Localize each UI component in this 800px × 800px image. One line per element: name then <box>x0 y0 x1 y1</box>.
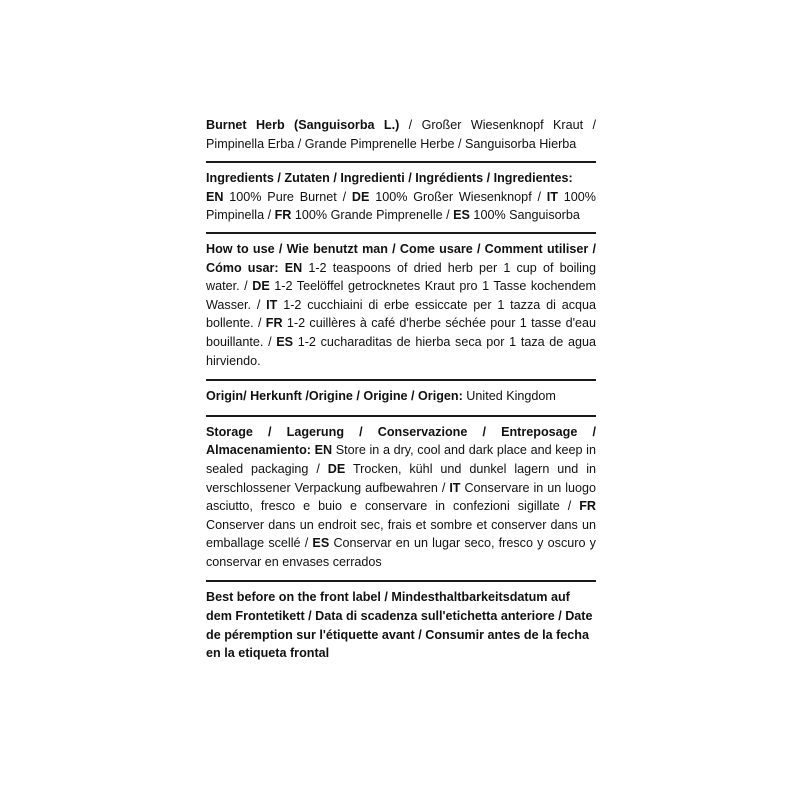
usage-heading: How to use / Wie benutzt man / Come usare / Comment utiliser / Cómo usar: <box>206 241 596 275</box>
ingredients-it: 100% Pimpinella / <box>206 189 596 223</box>
origin-section <box>206 381 596 415</box>
usage-es: 1-2 cucharaditas de hierba seca por 1 taza de agua hirviendo. <box>206 334 596 368</box>
product-title-section <box>206 116 596 161</box>
ingredients-de: 100% Großer Wiesenknopf / <box>369 189 547 204</box>
usage-de: 1-2 Teelöffel getrocknetes Kraut pro 1 Tasse kochendem Wasser. / <box>206 279 596 312</box>
ingredients-heading: Ingredients / Zutaten / Ingredienti / Ingrédients / Ingredientes: <box>206 171 573 186</box>
ingredients-en: 100% Pure Burnet / <box>223 189 352 204</box>
ingredients-fr: 100% Grande Pimprenelle / <box>291 208 454 223</box>
lang-code-es: ES <box>276 334 294 349</box>
lang-code-it: IT <box>266 297 278 312</box>
lang-code-fr: FR <box>579 499 596 514</box>
lang-code-it: IT <box>449 480 461 495</box>
usage-it: 1-2 cucchiaini di erbe essiccate per 1 tazza di acqua bollente. / <box>206 297 597 331</box>
storage-de: Trocken, kühl und dunkel lagern und in verschlossener Verpackung aufbewahren / <box>206 461 596 495</box>
lang-code-en: EN <box>278 260 303 275</box>
usage-section <box>206 234 596 379</box>
product-name-translations: / Großer Wiesenknopf Kraut / Pimpinella Erba / Grande Pimprenelle Herbe / Sanguisorba Hierba <box>206 118 597 151</box>
usage-fr: 1-2 cuillères à café d'herbe séchée pour 1 tasse d'eau bouillante. / <box>206 316 596 349</box>
storage-es: Conservar en un lugar seco, fresco y oscuro y conservar en envases cerrados <box>206 536 596 569</box>
origin-value: United Kingdom <box>462 389 556 404</box>
storage-heading: Storage / Lagerung / Conservazione / Entreposage / Almacenamiento: <box>206 424 596 458</box>
lang-code-en: EN <box>206 189 224 204</box>
lang-code-fr: FR <box>274 208 292 223</box>
storage-it: Conservare in un luogo asciutto, fresco e buio e conservare in confezioni sigillate / <box>206 480 597 514</box>
storage-section <box>206 417 596 581</box>
lang-code-de: DE <box>327 461 346 476</box>
best-before-section <box>206 582 596 662</box>
lang-code-it: IT <box>546 189 558 204</box>
lang-code-fr: FR <box>265 316 283 331</box>
origin-heading: Origin/ Herkunft /Origine / Origine / Origen: <box>206 389 463 404</box>
lang-code-de: DE <box>351 189 370 204</box>
lang-code-en: EN <box>310 443 333 458</box>
ingredients-section <box>206 163 596 232</box>
lang-code-de: DE <box>252 279 270 294</box>
lang-code-es: ES <box>312 536 330 551</box>
product-label <box>206 116 596 663</box>
product-name-latin: Burnet Herb (Sanguisorba L.) <box>206 118 400 132</box>
lang-code-es: ES <box>453 208 470 223</box>
usage-en: 1-2 teaspoons of dried herb per 1 cup of boiling water. / <box>206 260 596 294</box>
best-before-text: Best before on the front label / Mindesthaltbarkeitsdatum auf dem Frontetikett / Data di scadenza sull'etichetta anteriore / Date de péremption sur l'étiquette avant / Consumir antes de la fecha en la etiqueta frontal <box>206 590 593 661</box>
ingredients-es: 100% Sanguisorba <box>469 208 580 223</box>
storage-fr: Conserver dans un endroit sec, frais et sombre et conserver dans un emballage scellé / <box>206 517 596 551</box>
storage-en: Store in a dry, cool and dark place and keep in sealed packaging / <box>206 443 596 476</box>
